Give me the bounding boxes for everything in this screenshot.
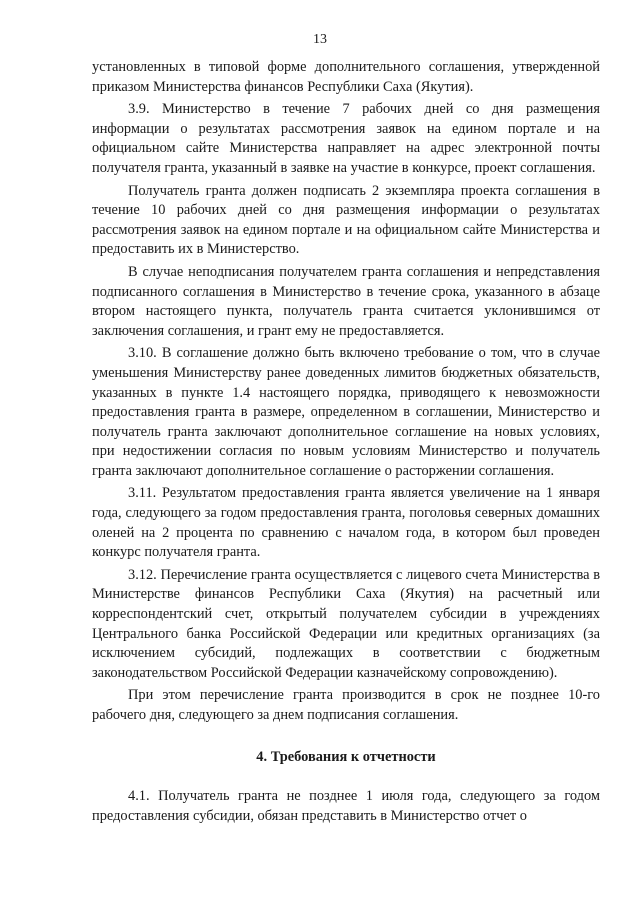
paragraph-3-10: 3.10. В соглашение должно быть включено требование о том, что в случае уменьшения Министерству ранее доведенных лимитов бюджетных обязательств, указанных в пункте 1.4 настоящего порядка, приводящего к невозможности предоставления гранта в размере, определенном в соглашении, Министерство и получатель гранта заключают дополнительное соглашение на новых условиях, при недостижении согласия по новым условиям Министерство и получатель гранта заключают дополнительное соглашение о расторжении соглашения. [92, 345, 600, 479]
paragraph-3-12: 3.12. Перечисление гранта осуществляется с лицевого счета Министерства в Министерстве финансов Республики Саха (Якутия) на расчетный или корреспондентский счет, открытый получателем субсидии в учреждениях Центрального банка Российской Федерации или кредитных организациях (за исключением субсидий, подлежащих в соответствии с бюджетным законодательством Российской Федерации казначейскому сопровождению). [92, 566, 600, 681]
paragraph-3-9: 3.9. Министерство в течение 7 рабочих дней со дня размещения информации о результатах рассмотрения заявок на едином портале и на официальном сайте Министерства направляет на адрес электронной почты получателя гранта, указанный в заявке на участие в конкурсе, проект соглашения. [92, 101, 600, 176]
paragraph-transfer-deadline: При этом перечисление гранта производится в срок не позднее 10-го рабочего дня, следующего за днем подписания соглашения. [92, 687, 600, 723]
page-number: 13 [313, 32, 327, 47]
paragraph-signing: Получатель гранта должен подписать 2 экземпляра проекта соглашения в течение 10 рабочих дней со дня размещения информации о результатах рассмотрения заявок на едином портале и на официальном сайте Министерства и предоставить их в Министерство. [92, 182, 600, 258]
paragraph-non-signing: В случае неподписания получателем гранта соглашения и непредставления подписанного соглашения в Министерство в течение срока, указанного в абзаце втором настоящего пункта, получатель гранта считается уклонившимся от заключения соглашения, и грант ему не предоставляется. [92, 263, 600, 339]
section-heading: 4. Требования к отчетности [256, 748, 436, 765]
paragraph-continuation: установленных в типовой форме дополнительного соглашения, утвержденной приказом Министерства финансов Республики Саха (Якутия). [92, 59, 600, 95]
paragraph-4-1: 4.1. Получатель гранта не позднее 1 июля года, следующего за годом предоставления субсидии, обязан представить в Министерство отчет о [92, 788, 600, 824]
document-body [92, 58, 600, 829]
paragraph-3-11: 3.11. Результатом предоставления гранта является увеличение на 1 января года, следующего за годом предоставления гранта, поголовья северных домашних оленей на 2 процента по сравнению с началом года, в котором был проведен конкурс получателя гранта. [92, 485, 600, 561]
